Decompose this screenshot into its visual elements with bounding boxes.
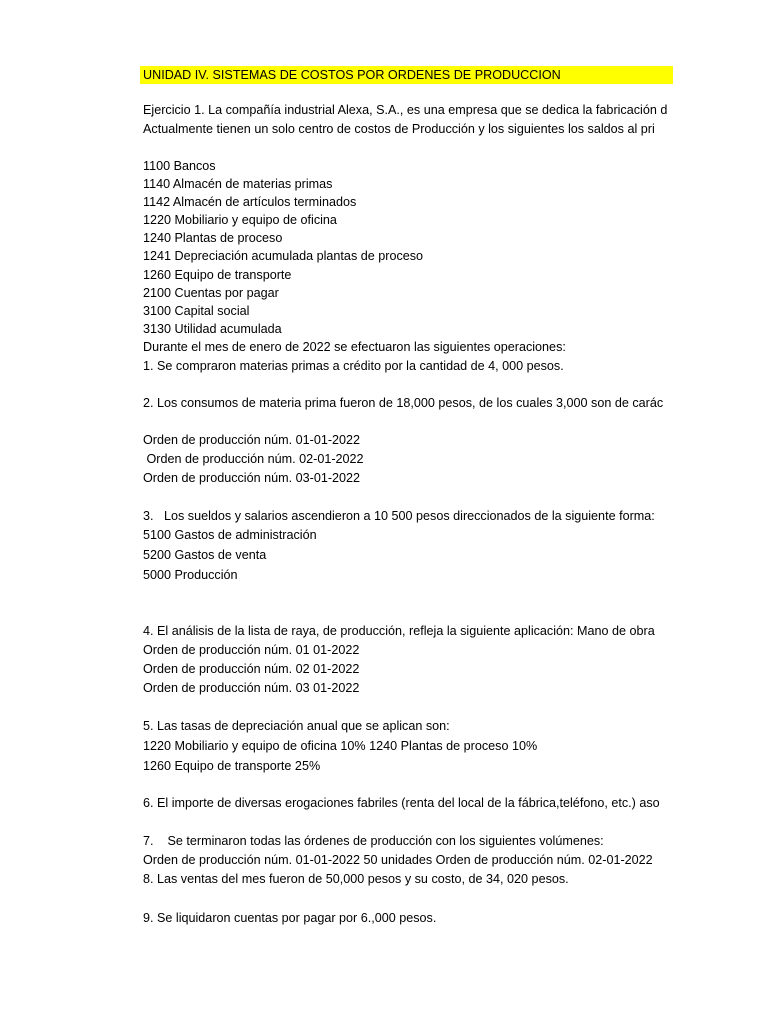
operation-9: 9. Se liquidaron cuentas por pagar por 6.,000 pesos. xyxy=(143,911,437,925)
account-3130: 3130 Utilidad acumulada xyxy=(143,322,282,336)
op4-order-2: Orden de producción núm. 02 01-2022 xyxy=(143,662,360,676)
intro-line-1: Ejercicio 1. La compañía industrial Alexa, S.A., es una empresa que se dedica la fabricación d xyxy=(143,103,668,117)
op2-order-2: Orden de producción núm. 02-01-2022 xyxy=(143,452,364,466)
op4-order-3: Orden de producción núm. 03 01-2022 xyxy=(143,681,360,695)
account-2100: 2100 Cuentas por pagar xyxy=(143,286,279,300)
op7-item: Orden de producción núm. 01-01-2022 50 unidades Orden de producción núm. 02-01-2022 xyxy=(143,853,653,867)
op2-order-1: Orden de producción núm. 01-01-2022 xyxy=(143,433,361,447)
op5-item-2: 1260 Equipo de transporte 25% xyxy=(143,759,321,773)
op5-item-1: 1220 Mobiliario y equipo de oficina 10% 1240 Plantas de proceso 10% xyxy=(143,739,538,753)
op3-item-5100: 5100 Gastos de administración xyxy=(143,528,317,542)
op4-order-1: Orden de producción núm. 01 01-2022 xyxy=(143,643,360,657)
account-1140: 1140 Almacén de materias primas xyxy=(143,177,333,191)
document-title: UNIDAD IV. SISTEMAS DE COSTOS POR ORDENES DE PRODUCCION xyxy=(143,68,561,82)
operation-2: 2. Los consumos de materia prima fueron de 18,000 pesos, de los cuales 3,000 son de carác xyxy=(143,396,664,410)
intro-line-2: Actualmente tienen un solo centro de costos de Producción y los siguientes los saldos al pri xyxy=(143,122,655,136)
operation-3: 3. Los sueldos y salarios ascendieron a 10 500 pesos direccionados de la siguiente forma: xyxy=(143,509,655,523)
account-1241: 1241 Depreciación acumulada plantas de proceso xyxy=(143,249,424,263)
account-1240: 1240 Plantas de proceso xyxy=(143,231,283,245)
operation-8: 8. Las ventas del mes fueron de 50,000 pesos y su costo, de 34, 020 pesos. xyxy=(143,872,569,886)
account-1220: 1220 Mobiliario y equipo de oficina xyxy=(143,213,337,227)
op2-order-3: Orden de producción núm. 03-01-2022 xyxy=(143,471,361,485)
account-3100: 3100 Capital social xyxy=(143,304,250,318)
account-1142: 1142 Almacén de artículos terminados xyxy=(143,195,357,209)
operation-4: 4. El análisis de la lista de raya, de producción, refleja la siguiente aplicación: Mano de obra xyxy=(143,624,655,638)
account-1260: 1260 Equipo de transporte xyxy=(143,268,292,282)
op3-item-5200: 5200 Gastos de venta xyxy=(143,548,267,562)
operation-5: 5. Las tasas de depreciación anual que se aplican son: xyxy=(143,719,450,733)
op3-item-5000: 5000 Producción xyxy=(143,568,238,582)
operation-7: 7. Se terminaron todas las órdenes de producción con los siguientes volúmenes: xyxy=(143,834,604,848)
account-1100: 1100 Bancos xyxy=(143,159,216,173)
operation-1: 1. Se compraron materias primas a crédito por la cantidad de 4, 000 pesos. xyxy=(143,359,564,373)
operations-intro: Durante el mes de enero de 2022 se efectuaron las siguientes operaciones: xyxy=(143,340,566,354)
operation-6: 6. El importe de diversas erogaciones fabriles (renta del local de la fábrica,teléfono, etc.) aso xyxy=(143,796,660,810)
